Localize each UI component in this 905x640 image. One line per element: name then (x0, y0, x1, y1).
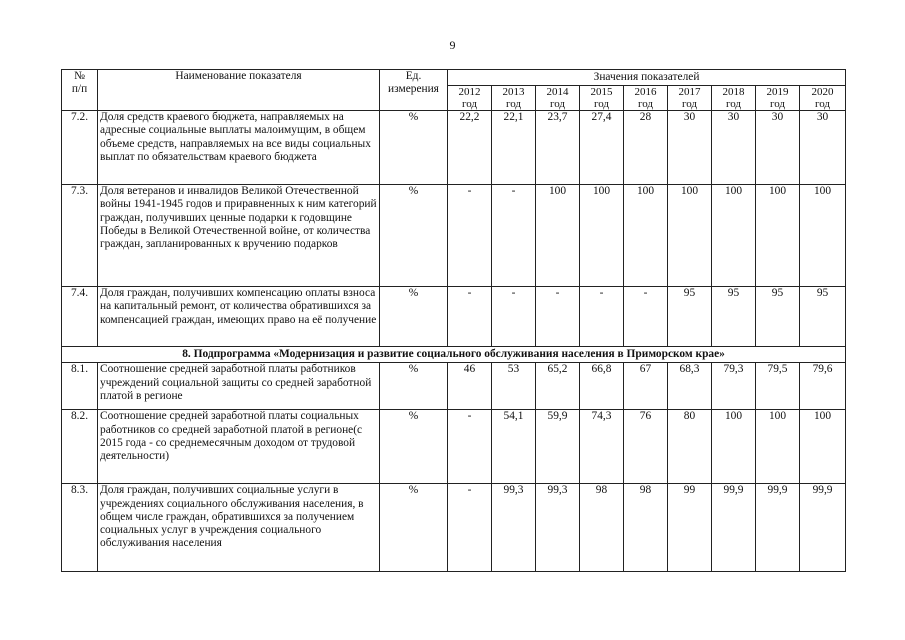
value-cell: - (448, 287, 492, 347)
year-header: 2016 год (624, 86, 668, 111)
value-cell: 100 (800, 410, 846, 484)
value-cell: 95 (668, 287, 712, 347)
value-cell: 100 (712, 185, 756, 287)
value-cell: 99,9 (800, 484, 846, 572)
year-header: 2020 год (800, 86, 846, 111)
value-cell: 99,9 (756, 484, 800, 572)
value-cell: 54,1 (492, 410, 536, 484)
value-cell: 100 (624, 185, 668, 287)
row-number: 7.3. (62, 185, 98, 287)
value-cell: - (492, 287, 536, 347)
value-cell: 95 (800, 287, 846, 347)
value-cell: 22,1 (492, 111, 536, 185)
value-cell: 65,2 (536, 363, 580, 410)
value-cell: 27,4 (580, 111, 624, 185)
value-cell: 95 (756, 287, 800, 347)
year-header: 2015 год (580, 86, 624, 111)
col-unit-header: Ед. измерения (380, 70, 448, 111)
table-row (62, 185, 846, 287)
page-number: 9 (449, 38, 456, 52)
year-header: 2018 год (712, 86, 756, 111)
unit-cell: % (380, 111, 448, 185)
table-row (62, 287, 846, 347)
value-cell: 79,3 (712, 363, 756, 410)
indicator-name: Доля граждан, получивших компенсацию оплаты взноса на капитальный ремонт, от количества обратившихся за компенсацией граждан, имеющих право на её получение (98, 287, 380, 347)
row-number: 8.2. (62, 410, 98, 484)
value-cell: 100 (800, 185, 846, 287)
year-header: 2014 год (536, 86, 580, 111)
section-row (62, 347, 846, 363)
unit-cell: % (380, 410, 448, 484)
value-cell: 46 (448, 363, 492, 410)
value-cell: - (580, 287, 624, 347)
row-number: 8.3. (62, 484, 98, 572)
row-number: 8.1. (62, 363, 98, 410)
value-cell: 95 (712, 287, 756, 347)
value-cell: 98 (624, 484, 668, 572)
values-group-header: Значения показателей (448, 70, 846, 86)
year-header: 2012 год (448, 86, 492, 111)
value-cell: 99,3 (536, 484, 580, 572)
table-row (62, 484, 846, 572)
row-number: 7.4. (62, 287, 98, 347)
value-cell: 74,3 (580, 410, 624, 484)
value-cell: 30 (800, 111, 846, 185)
year-header: 2019 год (756, 86, 800, 111)
value-cell: 66,8 (580, 363, 624, 410)
value-cell: - (448, 484, 492, 572)
unit-cell: % (380, 287, 448, 347)
value-cell: 99 (668, 484, 712, 572)
value-cell: 30 (756, 111, 800, 185)
section-title: 8. Подпрограмма «Модернизация и развитие социального обслуживания населения в Приморском крае» (62, 347, 846, 363)
value-cell: 99,9 (712, 484, 756, 572)
value-cell: 30 (712, 111, 756, 185)
value-cell: 100 (668, 185, 712, 287)
value-cell: 79,5 (756, 363, 800, 410)
indicators-table (61, 69, 846, 572)
unit-cell: % (380, 484, 448, 572)
value-cell: 22,2 (448, 111, 492, 185)
table-row (62, 410, 846, 484)
value-cell: 99,3 (492, 484, 536, 572)
year-header: 2017 год (668, 86, 712, 111)
value-cell: 100 (756, 185, 800, 287)
year-header: 2013 год (492, 86, 536, 111)
indicator-name: Доля ветеранов и инвалидов Великой Отечественной войны 1941-1945 годов и приравненных к ним категорий граждан, получивших ценные подарки к годовщине Победы в Великой Отечественной войне, от количества граждан, запланированных к вручению подарков (98, 185, 380, 287)
col-num-header: № п/п (62, 70, 98, 111)
value-cell: 100 (580, 185, 624, 287)
row-number: 7.2. (62, 111, 98, 185)
indicator-name: Доля граждан, получивших социальные услуги в учреждениях социального обслуживания населения, в общем числе граждан, обратившихся за получением социальных услуг в учреждения социального обслуживания населения (98, 484, 380, 572)
col-name-header: Наименование показателя (98, 70, 380, 111)
value-cell: - (624, 287, 668, 347)
value-cell: 100 (756, 410, 800, 484)
indicator-name: Соотношение средней заработной платы социальных работников со средней заработной платой в регионе(с 2015 года - со среднемесячным доходом от трудовой деятельности) (98, 410, 380, 484)
value-cell: 76 (624, 410, 668, 484)
indicator-name: Соотношение средней заработной платы работников учреждений социальной защиты со средней заработной платой в регионе (98, 363, 380, 410)
value-cell: 98 (580, 484, 624, 572)
value-cell: 53 (492, 363, 536, 410)
value-cell: 100 (536, 185, 580, 287)
table-row (62, 363, 846, 410)
value-cell: - (448, 185, 492, 287)
value-cell: 68,3 (668, 363, 712, 410)
value-cell: 100 (712, 410, 756, 484)
unit-cell: % (380, 363, 448, 410)
value-cell: 80 (668, 410, 712, 484)
value-cell: 30 (668, 111, 712, 185)
table-row (62, 111, 846, 185)
value-cell: 79,6 (800, 363, 846, 410)
value-cell: 59,9 (536, 410, 580, 484)
value-cell: 28 (624, 111, 668, 185)
indicator-name: Доля средств краевого бюджета, направляемых на адресные социальные выплаты малоимущим, в общем объеме средств, направляемых на все виды социальных выплат по обязательствам краевого бюджета (98, 111, 380, 185)
value-cell: - (536, 287, 580, 347)
value-cell: - (448, 410, 492, 484)
unit-cell: % (380, 185, 448, 287)
value-cell: 67 (624, 363, 668, 410)
value-cell: - (492, 185, 536, 287)
value-cell: 23,7 (536, 111, 580, 185)
